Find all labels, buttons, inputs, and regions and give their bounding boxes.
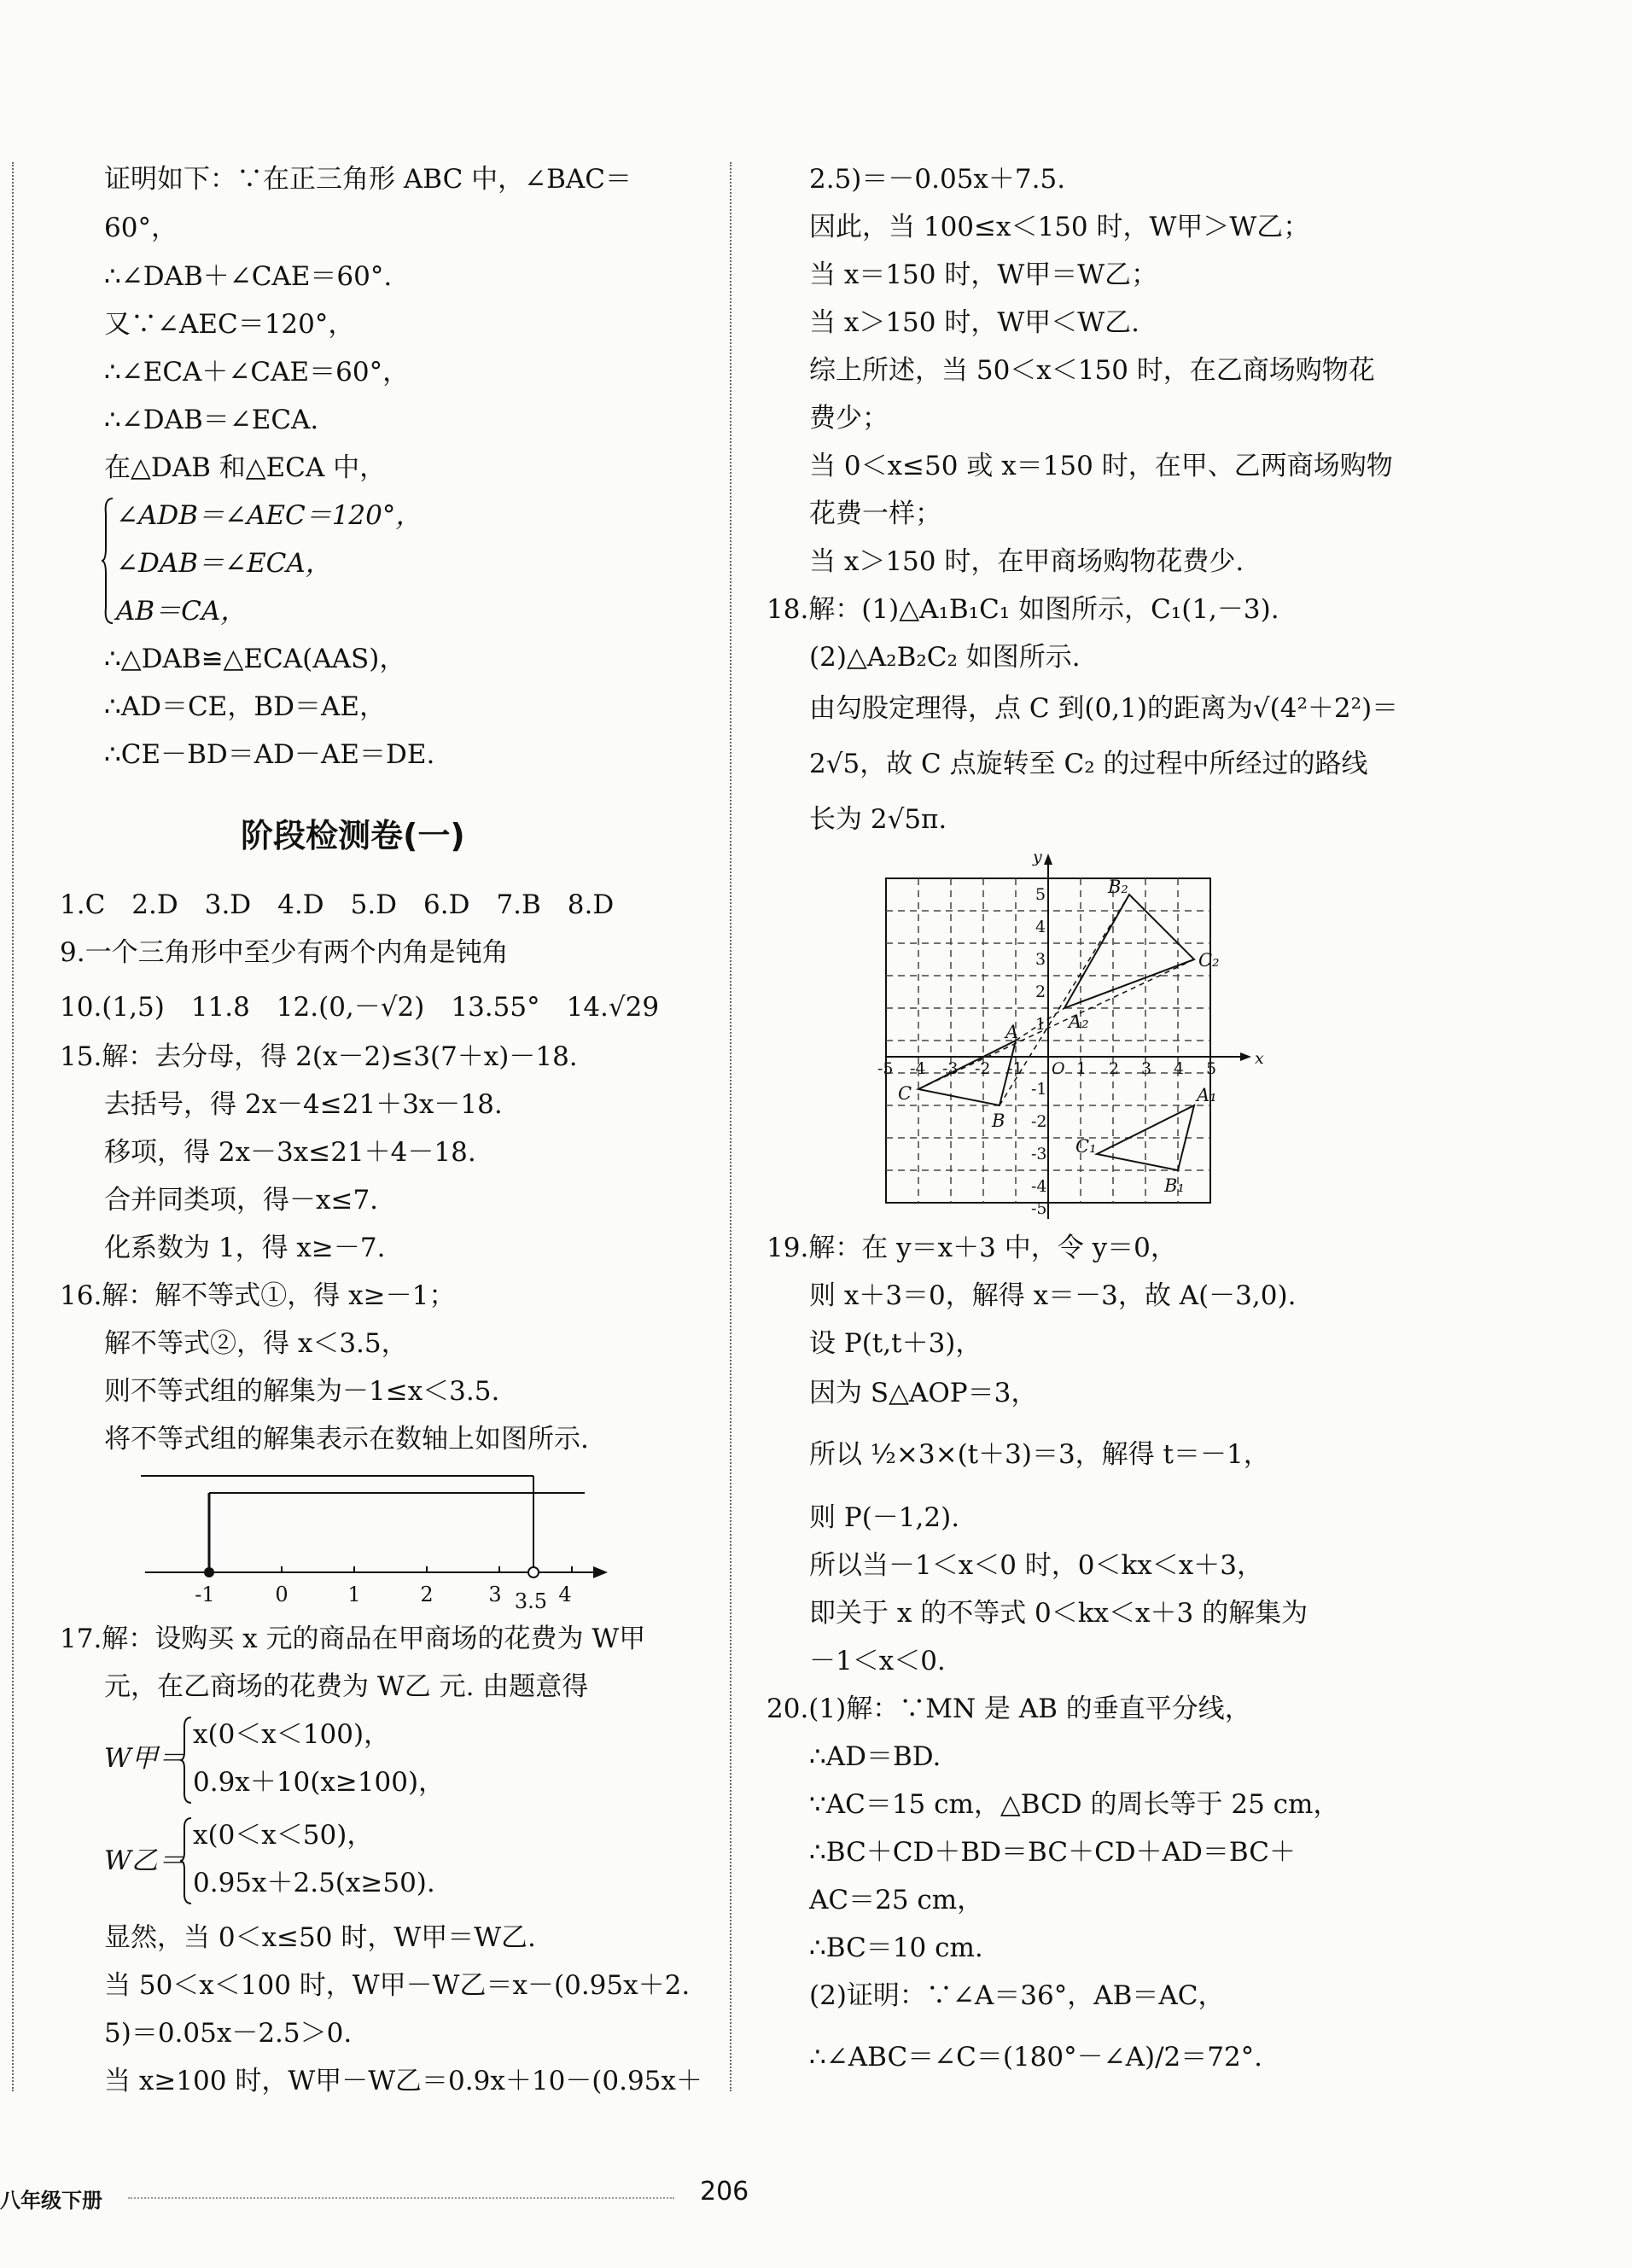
q20-line-5: AC＝25 cm， xyxy=(809,1885,984,1915)
q20-line-6: ∴BC＝10 cm. xyxy=(809,1933,983,1963)
brace-w-jia xyxy=(179,1716,193,1804)
q18-line-1: 18.解：(1)△A₁B₁C₁ 如图所示，C₁(1,－3). xyxy=(766,594,1279,625)
q19-line-9: －1＜x＜0. xyxy=(809,1646,946,1676)
q20-line-7: (2)证明：∵∠A＝36°，AB＝AC， xyxy=(809,1980,1225,2011)
w-yi-case-2: 0.95x＋2.5(x≥50). xyxy=(193,1868,435,1898)
q15-line-3: 移项，得 2x－3x≤21＋4－18. xyxy=(104,1137,476,1168)
q20-line-3: ∵AC＝15 cm，△BCD 的周长等于 25 cm， xyxy=(809,1789,1340,1820)
page-number: 206 xyxy=(700,2177,749,2207)
right-line-1: 2.5)＝－0.05x＋7.5. xyxy=(809,164,1066,195)
system-line-3: AB＝CA， xyxy=(116,596,248,627)
x-tick: -1 xyxy=(1007,1059,1023,1078)
point-label-c: C xyxy=(898,1083,912,1104)
q17-line-12: 当 x≥100 时，W甲－W乙＝0.9x＋10－(0.95x＋ xyxy=(104,2066,702,2096)
q20-line-8: ∴∠ABC＝∠C＝(180°－∠A)/2＝72°. xyxy=(809,2042,1263,2073)
answer-line-2: 9.一个三角形中至少有两个内角是钝角 xyxy=(60,937,509,968)
y-tick: -3 xyxy=(1031,1145,1047,1163)
q19-line-4: 因为 S△AOP＝3， xyxy=(809,1378,1038,1408)
q16-line-2: 解不等式②，得 x＜3.5， xyxy=(104,1328,408,1359)
brace-w-yi xyxy=(179,1816,193,1905)
x-tick: 5 xyxy=(1206,1059,1217,1078)
coordinate-grid xyxy=(879,849,1263,1225)
w-yi-label: W乙＝ xyxy=(104,1845,184,1876)
point-label-a: A xyxy=(1005,1022,1019,1042)
system-line-2: ∠DAB＝∠ECA， xyxy=(116,548,332,579)
y-axis-label: y xyxy=(1033,848,1042,866)
q19-line-2: 则 x＋3＝0，解得 x＝－3，故 A(－3,0). xyxy=(809,1280,1297,1311)
y-tick: 3 xyxy=(1035,950,1046,969)
y-tick: 1 xyxy=(1035,1015,1046,1034)
point-label-a2: A₂ xyxy=(1069,1012,1089,1032)
proof-line-5: ∴∠ECA＋∠CAE＝60°， xyxy=(104,357,410,388)
answer-line-3: 10.(1,5) 11.8 12.(0,－√2) 13.55° 14.√29 xyxy=(60,992,660,1023)
y-tick: 5 xyxy=(1035,885,1046,904)
y-tick: -1 xyxy=(1031,1080,1047,1099)
q17-line-2: 元，在乙商场的花费为 W乙 元. 由题意得 xyxy=(104,1671,589,1702)
center-margin-ticks xyxy=(730,162,731,2091)
q19-line-8: 即关于 x 的不等式 0＜kx＜x＋3 的解集为 xyxy=(809,1598,1309,1629)
x-tick: -5 xyxy=(877,1059,894,1078)
q19-line-3: 设 P(t,t＋3)， xyxy=(809,1328,982,1359)
q19-line-1: 19.解：在 y＝x＋3 中，令 y＝0， xyxy=(766,1233,1177,1263)
right-line-9: 当 x＞150 时，在甲商场购物花费少. xyxy=(809,546,1244,577)
section-title: 阶段检测卷(一) xyxy=(241,817,465,854)
q19-line-5: 所以 ½×3×(t＋3)＝3，解得 t＝－1， xyxy=(809,1439,1270,1470)
w-yi-case-1: x(0＜x＜50)， xyxy=(193,1820,374,1851)
x-tick: 1 xyxy=(1076,1059,1087,1078)
q20-line-2: ∴AD＝BD. xyxy=(809,1741,941,1772)
point-label-b1: B₁ xyxy=(1164,1175,1185,1196)
q18-line-3: 由勾股定理得，点 C 到(0,1)的距离为√(4²＋2²)＝ xyxy=(809,693,1399,724)
tick-label: 0 xyxy=(275,1583,289,1606)
right-line-8: 花费一样； xyxy=(809,498,941,529)
tick-label: 3.5 xyxy=(514,1589,548,1613)
q15-line-1: 15.解：去分母，得 2(x－2)≤3(7＋x)－18. xyxy=(60,1041,578,1072)
q19-line-7: 所以当－1＜x＜0 时，0＜kx＜x＋3， xyxy=(809,1550,1263,1581)
brace-left xyxy=(101,497,114,625)
tick-label: 1 xyxy=(347,1583,361,1606)
q20-line-1: 20.(1)解：∵MN 是 AB 的垂直平分线， xyxy=(766,1694,1251,1724)
tick-label: 3 xyxy=(488,1583,502,1606)
q15-line-5: 化系数为 1，得 x≥－7. xyxy=(104,1233,386,1263)
proof-line-2: 60°， xyxy=(104,213,178,243)
x-tick: -4 xyxy=(910,1059,926,1078)
footer-grade: 八年级下册 xyxy=(0,2189,102,2213)
origin-label: O xyxy=(1052,1059,1065,1078)
proof-line-7: 在△DAB 和△ECA 中， xyxy=(104,452,387,483)
open-point xyxy=(528,1567,539,1577)
proof-line-13: ∴CE－BD＝AD－AE＝DE. xyxy=(104,739,435,770)
q17-line-11: 5)＝0.05x－2.5＞0. xyxy=(104,2018,353,2049)
q15-line-2: 去括号，得 2x－4≤21＋3x－18. xyxy=(104,1089,503,1120)
tick-label: -1 xyxy=(195,1583,215,1606)
point-label-b: B xyxy=(992,1111,1005,1131)
point-label-c2: C₂ xyxy=(1198,950,1220,971)
y-tick: -2 xyxy=(1031,1112,1047,1131)
q16-line-1: 16.解：解不等式①，得 x≥－1； xyxy=(60,1280,456,1311)
q18-line-2: (2)△A₂B₂C₂ 如图所示. xyxy=(809,642,1081,673)
system-line-1: ∠ADB＝∠AEC＝120°， xyxy=(116,500,423,531)
closed-point xyxy=(204,1567,214,1577)
right-line-4: 当 x＞150 时，W甲＜W乙. xyxy=(809,307,1139,338)
tick-label: 2 xyxy=(420,1583,434,1606)
right-line-6: 费少； xyxy=(809,403,889,434)
proof-line-11: ∴△DAB≌△ECA(AAS)， xyxy=(104,644,406,674)
triangle-abc xyxy=(918,1041,1016,1105)
x-tick: 3 xyxy=(1141,1059,1152,1078)
proof-line-3: ∴∠DAB＋∠CAE＝60°. xyxy=(104,261,393,292)
x-axis-label: x xyxy=(1255,1049,1264,1068)
q15-line-4: 合并同类项，得－x≤7. xyxy=(104,1185,379,1216)
y-tick: 2 xyxy=(1035,982,1046,1001)
right-line-5: 综上所述，当 50＜x＜150 时，在乙商场购物花 xyxy=(809,355,1375,386)
y-tick: 4 xyxy=(1035,918,1046,936)
q17-line-1: 17.解：设购买 x 元的商品在甲商场的花费为 W甲 xyxy=(60,1624,646,1654)
right-line-2: 因此，当 100≤x＜150 时，W甲＞W乙； xyxy=(809,212,1310,242)
w-jia-case-1: x(0＜x＜100)， xyxy=(193,1719,391,1750)
point-label-b2: B₂ xyxy=(1108,877,1128,897)
proof-line-4: 又∵∠AEC＝120°， xyxy=(104,309,355,340)
right-line-7: 当 0＜x≤50 或 x＝150 时，在甲、乙两商场购物 xyxy=(809,451,1393,481)
q18-line-5: 长为 2√5π. xyxy=(809,804,947,835)
proof-line-12: ∴AD＝CE，BD＝AE， xyxy=(104,691,386,722)
point-label-a1: A₁ xyxy=(1197,1085,1217,1105)
q19-line-6: 则 P(－1,2). xyxy=(809,1502,960,1533)
answer-line-1: 1.C 2.D 3.D 4.D 5.D 6.D 7.B 8.D xyxy=(60,889,615,920)
q16-line-3: 则不等式组的解集为－1≤x＜3.5. xyxy=(104,1376,500,1407)
x-tick: 4 xyxy=(1174,1059,1185,1078)
x-tick: 2 xyxy=(1109,1059,1120,1078)
proof-line-6: ∴∠DAB＝∠ECA. xyxy=(104,405,319,435)
q18-line-4: 2√5，故 C 点旋转至 C₂ 的过程中所经过的路线 xyxy=(809,749,1368,779)
w-jia-case-2: 0.9x＋10(x≥100)， xyxy=(193,1767,446,1798)
q17-line-10: 当 50＜x＜100 时，W甲－W乙＝x－(0.95x＋2. xyxy=(104,1970,691,2001)
tick-label: 4 xyxy=(558,1583,572,1606)
q16-line-4: 将不等式组的解集表示在数轴上如图所示. xyxy=(104,1424,589,1455)
x-tick: -2 xyxy=(975,1059,991,1078)
point-label-c1: C₁ xyxy=(1075,1136,1097,1157)
q20-line-4: ∴BC＋CD＋BD＝BC＋CD＋AD＝BC＋ xyxy=(809,1837,1296,1868)
right-line-3: 当 x＝150 时，W甲＝W乙； xyxy=(809,259,1158,290)
q17-line-9: 显然，当 0＜x≤50 时，W甲＝W乙. xyxy=(104,1922,536,1953)
x-tick: -3 xyxy=(942,1059,959,1078)
y-tick: -4 xyxy=(1031,1177,1047,1196)
y-tick: -5 xyxy=(1031,1199,1047,1218)
w-jia-label: W甲＝ xyxy=(104,1743,184,1774)
left-margin-ticks xyxy=(12,162,14,2091)
footer-rule xyxy=(128,2197,674,2199)
number-line-diagram xyxy=(137,1468,615,1613)
triangle-a2b2c2 xyxy=(1064,895,1194,1008)
proof-line-1: 证明如下：∵在正三角形 ABC 中，∠BAC＝ xyxy=(104,164,632,195)
